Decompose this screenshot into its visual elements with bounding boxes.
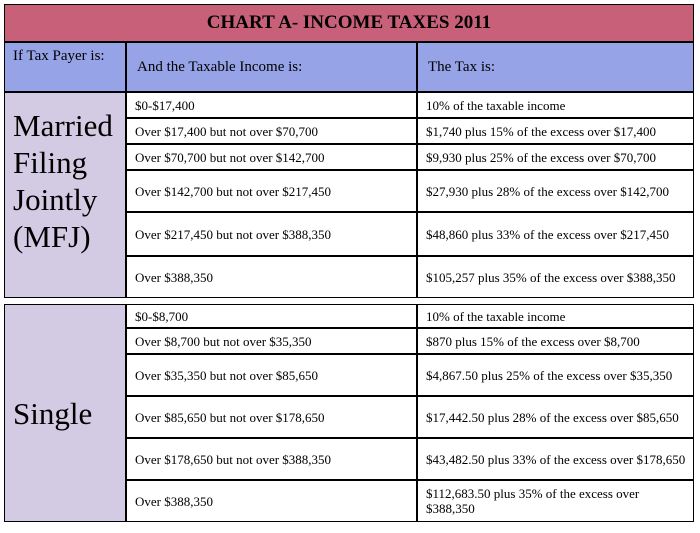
income-cell: Over $35,350 but not over $85,650 [126, 354, 417, 396]
tax-cell: $27,930 plus 28% of the excess over $142,700 [417, 170, 694, 212]
chart-title: CHART A- INCOME TAXES 2011 [4, 4, 694, 42]
tax-cell: $9,930 plus 25% of the excess over $70,700 [417, 144, 694, 170]
income-cell: Over $17,400 but not over $70,700 [126, 118, 417, 144]
tax-cell: $112,683.50 plus 35% of the excess over $388,350 [417, 480, 694, 522]
tax-cell: $48,860 plus 33% of the excess over $217,450 [417, 212, 694, 256]
income-cell: Over $178,650 but not over $388,350 [126, 438, 417, 480]
tax-cell: $105,257 plus 35% of the excess over $388,350 [417, 256, 694, 298]
status-label-mfj: Married Filing Jointly (MFJ) [4, 92, 126, 298]
tax-cell: 10% of the taxable income [417, 304, 694, 328]
income-cell: Over $388,350 [126, 256, 417, 298]
header-income: And the Taxable Income is: [126, 42, 417, 92]
income-cell: Over $388,350 [126, 480, 417, 522]
tax-cell: $17,442.50 plus 28% of the excess over $85,650 [417, 396, 694, 438]
income-cell: Over $70,700 but not over $142,700 [126, 144, 417, 170]
tax-cell: $43,482.50 plus 33% of the excess over $178,650 [417, 438, 694, 480]
income-cell: $0-$8,700 [126, 304, 417, 328]
tax-cell: 10% of the taxable income [417, 92, 694, 118]
tax-cell: $1,740 plus 15% of the excess over $17,400 [417, 118, 694, 144]
header-tax: The Tax is: [417, 42, 694, 92]
income-cell: Over $217,450 but not over $388,350 [126, 212, 417, 256]
status-label-single: Single [4, 304, 126, 522]
income-cell: Over $142,700 but not over $217,450 [126, 170, 417, 212]
income-cell: $0-$17,400 [126, 92, 417, 118]
income-cell: Over $85,650 but not over $178,650 [126, 396, 417, 438]
tax-cell: $870 plus 15% of the excess over $8,700 [417, 328, 694, 354]
income-cell: Over $8,700 but not over $35,350 [126, 328, 417, 354]
tax-cell: $4,867.50 plus 25% of the excess over $35,350 [417, 354, 694, 396]
header-status: If Tax Payer is: [4, 42, 126, 92]
